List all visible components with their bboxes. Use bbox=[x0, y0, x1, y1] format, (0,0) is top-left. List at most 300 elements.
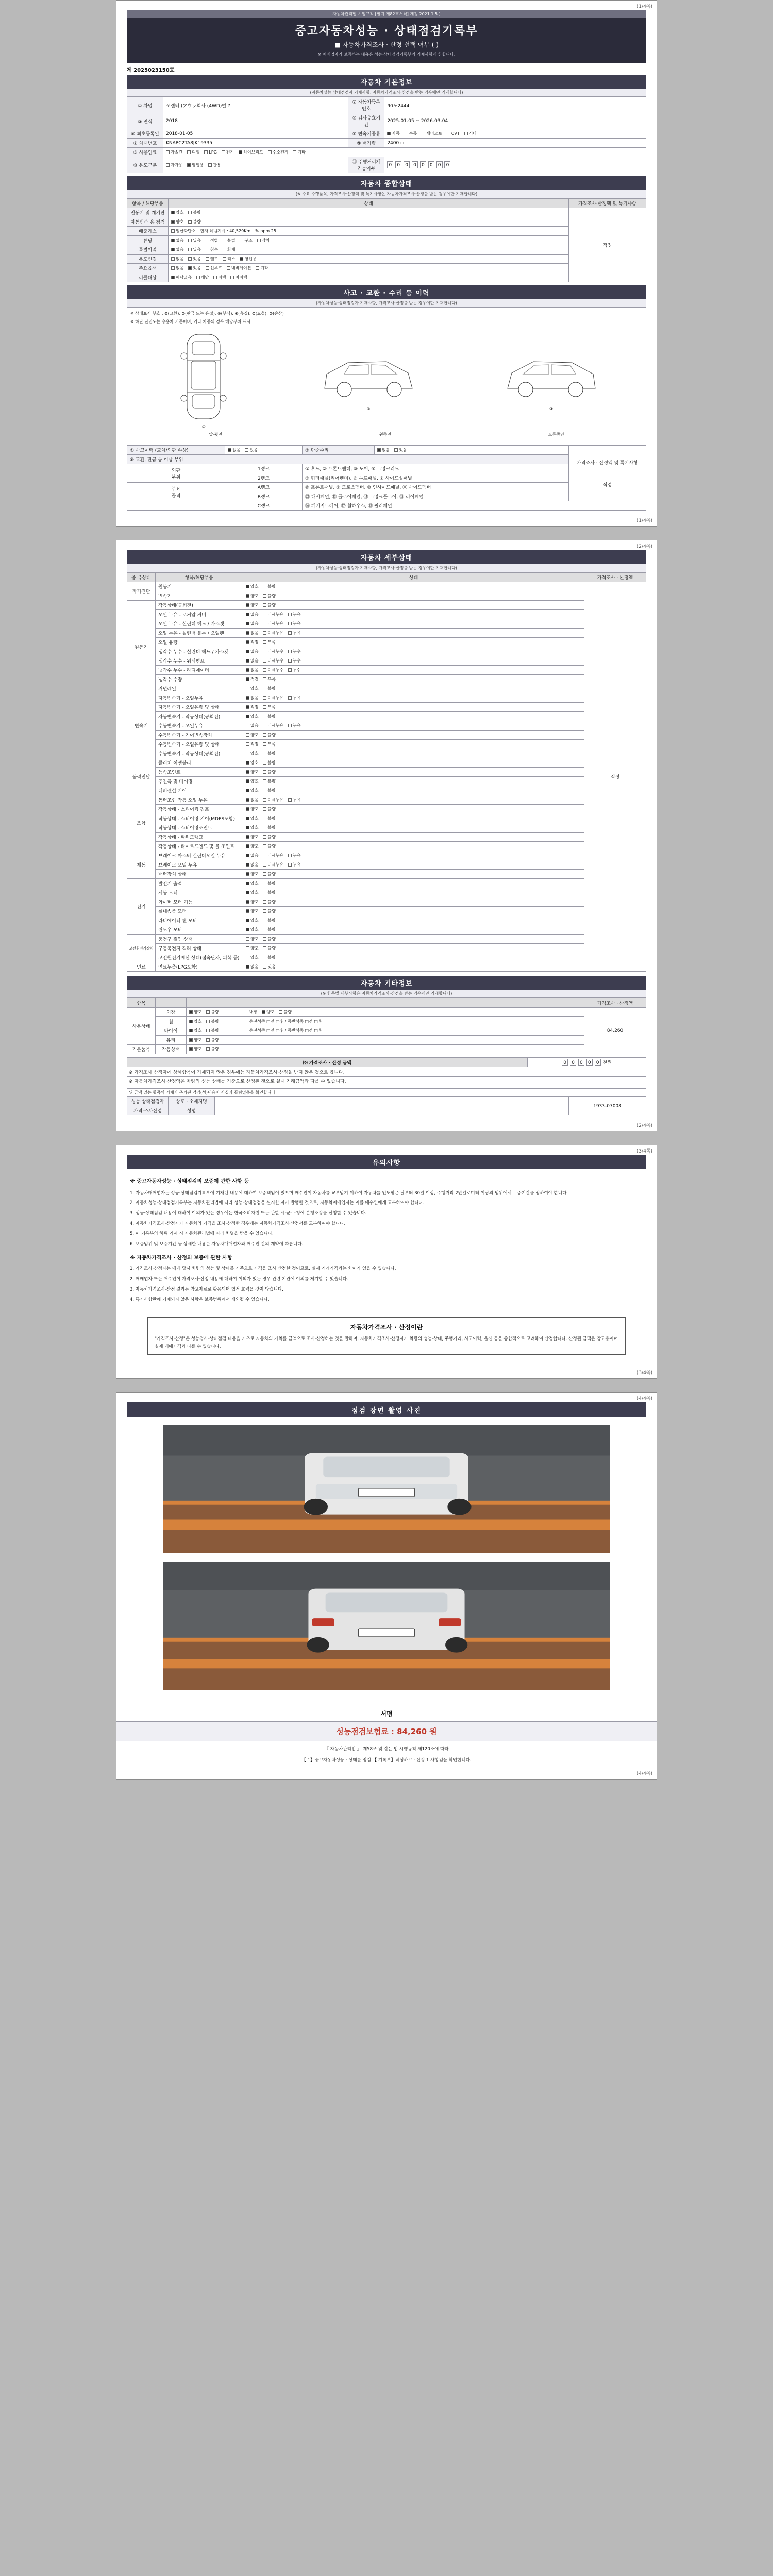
part-s4: 작동상태 - 파워크랭크 bbox=[156, 833, 243, 842]
part-4: 오일 유량 bbox=[156, 638, 243, 647]
state-e4 bbox=[243, 916, 584, 925]
option-minor-leak[interactable]: 미세누유 bbox=[263, 853, 283, 858]
option-bad[interactable]: 불량 bbox=[206, 1019, 219, 1024]
option-adequate[interactable]: 적정 bbox=[246, 704, 258, 710]
option-tuning-illegal[interactable]: 불법 bbox=[223, 238, 235, 243]
option-fuel-etc[interactable]: 기타 bbox=[293, 149, 305, 155]
option-none[interactable]: 없음 bbox=[246, 723, 258, 728]
option-history-flood[interactable]: 침수 bbox=[206, 247, 218, 252]
option-bad[interactable]: 불량 bbox=[263, 732, 275, 738]
car-diagram-front bbox=[173, 330, 234, 429]
page-mark-top: (1/4쪽) bbox=[636, 4, 652, 9]
option-good[interactable]: 양호 bbox=[246, 751, 258, 756]
option-bad[interactable]: 불량 bbox=[263, 788, 275, 793]
option-fuel-diesel[interactable]: 디젤 bbox=[187, 149, 199, 155]
option-leak[interactable]: 누유 bbox=[288, 797, 300, 803]
option-good[interactable]: 양호 bbox=[246, 871, 258, 877]
caption-left: 왼쪽면 bbox=[379, 432, 391, 437]
state-t5 bbox=[243, 740, 584, 749]
note-item: 6. 보증범위 및 보증기간 등 상세한 내용은 자동차매매업자와 매수인 간의 계약에 따릅니다. bbox=[130, 1241, 304, 1247]
table-row bbox=[127, 814, 646, 823]
option-bad[interactable]: 불량 bbox=[206, 1028, 219, 1033]
option-trans-cvt[interactable]: CVT bbox=[447, 131, 460, 136]
table-row bbox=[127, 483, 646, 492]
option-opt-etc[interactable]: 기타 bbox=[256, 265, 268, 271]
value-year: 2018 bbox=[163, 113, 348, 129]
table-row bbox=[127, 464, 646, 473]
note-item: 4. 자동차가격조사·산정자가 자동차의 가격을 조사·산정한 경우에는 자동차가격조사·산정서를 교부하여야 합니다. bbox=[130, 1221, 346, 1227]
option-minor-leak[interactable]: 미세누유 bbox=[263, 612, 283, 617]
label-interior: 내장 bbox=[249, 1010, 258, 1014]
col-category: 항목 bbox=[127, 998, 156, 1008]
option-good[interactable]: 양호 bbox=[246, 936, 258, 942]
option-tuning-structure[interactable]: 구조 bbox=[240, 238, 252, 243]
option-bad[interactable]: 불량 bbox=[263, 714, 275, 719]
option-none[interactable]: 없음 bbox=[246, 853, 258, 858]
note-item: 5. 이 기록부의 허위 기재 시 자동차관리법에 따라 처벌을 받을 수 있습니다. bbox=[130, 1231, 274, 1236]
part-6: 냉각수 누수 - 워터펌프 bbox=[156, 656, 243, 666]
option-opt-sunroof[interactable]: 선루프 bbox=[206, 265, 222, 271]
label-year: ③ 연식 bbox=[127, 113, 163, 129]
photo-front-image bbox=[163, 1425, 610, 1553]
cat-outer-panel: 외판 부위 bbox=[127, 464, 225, 483]
table-row bbox=[127, 501, 646, 511]
option-bad[interactable]: 불량 bbox=[263, 936, 275, 942]
option-good[interactable]: 양호 bbox=[246, 769, 258, 775]
page-mark-bottom-2: (2/4쪽) bbox=[636, 1123, 652, 1128]
option-bad[interactable]: 불량 bbox=[188, 210, 200, 215]
note-sub-item: 2. 매매업자 또는 매수인이 가격조사·산정 내용에 대하여 이의가 있는 경우 관련 기관에 이의를 제기할 수 있습니다. bbox=[130, 1277, 348, 1282]
table-row bbox=[127, 684, 646, 693]
col-price: 가격조사 · 산정액 bbox=[584, 998, 646, 1008]
part-transmission: 변속기 bbox=[156, 591, 243, 601]
option-bad[interactable]: 불량 bbox=[206, 1046, 219, 1052]
row-label-4: 특별이력 bbox=[127, 245, 169, 255]
page-mark-top-4: (4/4쪽) bbox=[636, 1396, 652, 1402]
row-options-3 bbox=[169, 236, 569, 245]
table-row bbox=[127, 157, 646, 173]
value-accident-history bbox=[225, 446, 303, 455]
option-opt-nav[interactable]: 내비게이션 bbox=[227, 265, 251, 271]
option-good[interactable]: 양호 bbox=[246, 918, 258, 923]
mileage-digit: 0 bbox=[387, 161, 393, 168]
option-none[interactable]: 없음 bbox=[246, 621, 258, 626]
option-trans-etc[interactable]: 기타 bbox=[464, 131, 477, 137]
car-side-left-icon bbox=[320, 348, 417, 405]
table-row bbox=[127, 582, 646, 591]
price-table bbox=[127, 1057, 646, 1086]
state-s5 bbox=[243, 842, 584, 851]
table-row bbox=[127, 879, 646, 888]
option-bad[interactable]: 불량 bbox=[263, 890, 275, 895]
option-usage-official[interactable]: 관용 bbox=[208, 162, 221, 168]
option-leak[interactable]: 누유 bbox=[288, 621, 300, 626]
option-recall-notdone[interactable]: 미이행 bbox=[230, 275, 247, 280]
option-good[interactable]: 양호 bbox=[246, 816, 258, 821]
table-row bbox=[127, 935, 646, 944]
option-none[interactable]: 없음 bbox=[246, 658, 258, 664]
option-none[interactable]: 없음 bbox=[246, 612, 258, 617]
value-reg-no: 90노2444 bbox=[384, 97, 646, 113]
option-adequate[interactable]: 적정 bbox=[246, 676, 258, 682]
option-minor-leak[interactable]: 미세누수 bbox=[263, 667, 283, 673]
state-f0 bbox=[243, 962, 584, 972]
option-none[interactable]: 없음 bbox=[246, 695, 258, 701]
table-row bbox=[127, 1008, 646, 1017]
option-leak[interactable]: 누유 bbox=[288, 862, 300, 868]
table-row bbox=[127, 758, 646, 768]
caption-right: 오른쪽면 bbox=[548, 432, 564, 437]
option-fuel-electric[interactable]: 전기 bbox=[222, 149, 234, 155]
option-fuel-lpg[interactable]: LPG bbox=[204, 150, 216, 155]
table-header-row bbox=[127, 573, 646, 582]
car-caption-top: ① bbox=[201, 425, 206, 429]
signature-label: 서명 bbox=[116, 1706, 657, 1721]
page-mark-top-3: (3/4쪽) bbox=[636, 1149, 652, 1154]
state-e0 bbox=[243, 879, 584, 888]
option-tuning-none[interactable]: 없음 bbox=[171, 238, 183, 243]
option-fuel-hydrogen[interactable]: 수소전기 bbox=[268, 149, 289, 155]
wheel-positions: 운전석쪽 □전 □후 / 동반석쪽 □전 □후 bbox=[249, 1019, 322, 1024]
option-good[interactable]: 양호 bbox=[171, 210, 183, 215]
option-none[interactable]: 없음 bbox=[246, 649, 258, 654]
option-good[interactable]: 양호 bbox=[246, 788, 258, 793]
row-label-3: 튜닝 bbox=[127, 236, 169, 245]
page-2 bbox=[116, 540, 657, 1131]
option-none[interactable]: 없음 bbox=[246, 964, 258, 970]
option-good[interactable]: 양호 bbox=[189, 1037, 201, 1043]
option-interior-good[interactable]: 양호 bbox=[262, 1009, 274, 1015]
option-usechange-lease[interactable]: 리스 bbox=[223, 256, 235, 262]
option-bad[interactable]: 불량 bbox=[263, 584, 275, 589]
option-good[interactable]: 양호 bbox=[171, 219, 183, 225]
option-opt-yes[interactable]: 있음 bbox=[188, 265, 200, 271]
option-bad[interactable]: 불량 bbox=[263, 686, 275, 691]
table-row bbox=[127, 1026, 646, 1036]
option-minor-leak[interactable]: 미세누유 bbox=[263, 630, 283, 636]
item-tire: 타이어 bbox=[156, 1026, 187, 1036]
option-good[interactable]: 양호 bbox=[246, 899, 258, 905]
label-accident-history: ① 사고이력 (교차/외판 손상) bbox=[127, 446, 225, 455]
option-interior-bad[interactable]: 불량 bbox=[279, 1009, 291, 1015]
option-history-fire[interactable]: 화재 bbox=[223, 247, 235, 252]
mileage-digit: 0 bbox=[428, 161, 434, 168]
label-model: ① 차명 bbox=[127, 97, 163, 113]
option-bad[interactable]: 불량 bbox=[263, 769, 275, 775]
table-row bbox=[127, 851, 646, 860]
option-leak[interactable]: 누수 bbox=[288, 658, 300, 664]
price-digit: 0 bbox=[578, 1059, 584, 1066]
option-bad[interactable]: 불량 bbox=[263, 880, 275, 886]
option-bad[interactable]: 불량 bbox=[263, 871, 275, 877]
option-good[interactable]: 양호 bbox=[246, 806, 258, 812]
item-operation: 작동상태 bbox=[156, 1045, 187, 1054]
option-bad[interactable]: 불량 bbox=[263, 918, 275, 923]
table-row bbox=[127, 217, 646, 227]
option-opt-none[interactable]: 없음 bbox=[171, 265, 183, 271]
photo-front bbox=[163, 1425, 610, 1553]
accident-note-label: 가격조사 · 산정액 및 특기사항 bbox=[577, 460, 638, 466]
state-engine bbox=[243, 582, 584, 591]
col-state: 상태 bbox=[243, 573, 584, 582]
table-row bbox=[127, 1097, 646, 1106]
page-mark-bottom-3: (3/4쪽) bbox=[636, 1370, 652, 1376]
part-h2: 고전원전기배선 상태(접속단자, 피복 등) bbox=[156, 953, 243, 962]
option-usage-private[interactable]: 자가용 bbox=[166, 162, 182, 168]
rank-b: B랭크 bbox=[225, 492, 303, 501]
group-electric: 전기 bbox=[127, 879, 156, 935]
option-good[interactable]: 양호 bbox=[246, 584, 258, 589]
option-insufficient[interactable]: 부족 bbox=[263, 704, 275, 710]
label-company-name: 상호 · 소재지명 bbox=[169, 1097, 215, 1106]
item-wheel: 휠 bbox=[156, 1017, 187, 1026]
option-history-none[interactable]: 없음 bbox=[171, 247, 183, 252]
state-operation bbox=[187, 1045, 584, 1054]
rank-c: C랭크 bbox=[225, 501, 303, 511]
option-bad[interactable]: 불량 bbox=[263, 602, 275, 608]
option-bad[interactable]: 불량 bbox=[263, 899, 275, 905]
part-1: 오일 누유 - 로커암 커버 bbox=[156, 610, 243, 619]
rank-1: 1랭크 bbox=[225, 464, 303, 473]
group-brake: 제동 bbox=[127, 851, 156, 879]
state-b0 bbox=[243, 851, 584, 860]
detail-table bbox=[127, 572, 646, 972]
option-bad[interactable]: 불량 bbox=[263, 751, 275, 756]
option-recall-yes[interactable]: 해당 bbox=[196, 275, 209, 280]
document-number: 제 2025023150호 bbox=[127, 67, 175, 73]
option-usechange-yes[interactable]: 있음 bbox=[188, 256, 200, 262]
option-bad[interactable]: 불량 bbox=[263, 825, 275, 831]
option-leak[interactable]: 누수 bbox=[288, 667, 300, 673]
option-fuel-hybrid[interactable]: 하이브리드 bbox=[239, 149, 263, 155]
option-good[interactable]: 양호 bbox=[246, 843, 258, 849]
option-tuning-yes[interactable]: 있음 bbox=[188, 238, 200, 243]
option-good[interactable]: 양호 bbox=[246, 955, 258, 960]
option-insufficient[interactable]: 부족 bbox=[263, 639, 275, 645]
option-co[interactable]: 일산화탄소 bbox=[171, 228, 196, 234]
option-bad[interactable]: 불량 bbox=[206, 1009, 219, 1015]
table-row bbox=[127, 925, 646, 935]
option-minor-leak[interactable]: 미세누유 bbox=[263, 797, 283, 803]
table-row bbox=[127, 749, 646, 758]
option-usechange-none[interactable]: 없음 bbox=[171, 256, 183, 262]
table-row bbox=[127, 795, 646, 805]
option-good[interactable]: 양호 bbox=[246, 714, 258, 719]
option-bad[interactable]: 불량 bbox=[206, 1037, 219, 1043]
option-none[interactable]: 없음 bbox=[246, 797, 258, 803]
label-reg-no: ② 자동차등록번호 bbox=[348, 97, 384, 113]
option-none[interactable]: 없음 bbox=[246, 862, 258, 868]
row-label-5: 용도변경 bbox=[127, 255, 169, 264]
table-header-row bbox=[127, 998, 646, 1008]
option-good[interactable]: 양호 bbox=[189, 1009, 201, 1015]
option-leak[interactable]: 누유 bbox=[288, 630, 300, 636]
option-adequate[interactable]: 적정 bbox=[246, 741, 258, 747]
option-minor-leak[interactable]: 미세누유 bbox=[263, 723, 283, 728]
others-table bbox=[127, 998, 646, 1054]
part-s0: 동력조향 작동 오일 누유 bbox=[156, 795, 243, 805]
option-usechange-biz[interactable]: 영업용 bbox=[240, 256, 256, 262]
option-good[interactable]: 양호 bbox=[246, 686, 258, 691]
section-accident-sub: (자동차성능·상태점검자 기재사항, 가격조사·산정을 받는 경우에만 기재합니다) bbox=[127, 299, 646, 308]
option-leak[interactable]: 누유 bbox=[288, 612, 300, 617]
option-bad[interactable]: 불량 bbox=[263, 778, 275, 784]
value-model: 쏘렌티 (アウラ회사 (4WD)별 ? bbox=[163, 97, 348, 113]
state-b2 bbox=[243, 870, 584, 879]
group-transmission: 변속기 bbox=[127, 693, 156, 758]
option-none[interactable]: 없음 bbox=[246, 630, 258, 636]
option-trans-auto[interactable]: 자동 bbox=[387, 131, 399, 137]
option-bad[interactable]: 불량 bbox=[263, 955, 275, 960]
option-good[interactable]: 양호 bbox=[246, 890, 258, 895]
car-diagrams bbox=[130, 327, 643, 430]
item-glass: 유리 bbox=[156, 1036, 187, 1045]
part-f0: 연료누출(LPG포함) bbox=[156, 962, 243, 972]
option-tuning-device[interactable]: 장치 bbox=[257, 238, 270, 243]
value-fuel bbox=[163, 148, 646, 157]
car-diagram-right bbox=[502, 348, 600, 411]
option-bad[interactable]: 불량 bbox=[263, 593, 275, 599]
state-1 bbox=[243, 610, 584, 619]
option-good[interactable]: 양호 bbox=[246, 825, 258, 831]
row-label-2: 배출가스 bbox=[127, 227, 169, 236]
option-trans-semi[interactable]: 세미오토 bbox=[422, 131, 442, 137]
table-row bbox=[127, 208, 646, 217]
option-insufficient[interactable]: 부족 bbox=[263, 676, 275, 682]
option-bad[interactable]: 불량 bbox=[263, 908, 275, 914]
option-bad[interactable]: 불량 bbox=[263, 816, 275, 821]
option-trans-manual[interactable]: 수동 bbox=[405, 131, 417, 137]
table-row bbox=[127, 446, 646, 455]
option-bad[interactable]: 불량 bbox=[263, 806, 275, 812]
option-leak[interactable]: 누수 bbox=[288, 649, 300, 654]
option-good[interactable]: 양호 bbox=[189, 1019, 201, 1024]
option-minor-leak[interactable]: 미세누유 bbox=[263, 695, 283, 701]
option-good[interactable]: 양호 bbox=[189, 1046, 201, 1052]
option-insufficient[interactable]: 부족 bbox=[263, 741, 275, 747]
table-row bbox=[127, 916, 646, 925]
option-good[interactable]: 양호 bbox=[246, 602, 258, 608]
option-leak[interactable]: 누유 bbox=[288, 723, 300, 728]
col-group: 중 유상태 bbox=[127, 573, 156, 582]
emission-value: 현재 레벨지시 : 40,529Km bbox=[200, 229, 251, 233]
accident-note-header bbox=[569, 446, 646, 501]
option-good[interactable]: 양호 bbox=[246, 908, 258, 914]
label-price-survey: 가격·조사산정 bbox=[127, 1106, 169, 1115]
part-p2: 추진축 및 베어링 bbox=[156, 777, 243, 786]
option-repair-yes[interactable]: 있음 bbox=[394, 447, 407, 453]
option-bad[interactable]: 불량 bbox=[263, 760, 275, 766]
table-row bbox=[127, 1017, 646, 1026]
option-good[interactable]: 양호 bbox=[246, 760, 258, 766]
option-minor-leak[interactable]: 미세누수 bbox=[263, 658, 283, 664]
option-usage-business[interactable]: 영업용 bbox=[187, 162, 204, 168]
option-leak[interactable]: 누유 bbox=[288, 853, 300, 858]
part-e3: 실내송풍 모터 bbox=[156, 907, 243, 916]
option-good[interactable]: 양호 bbox=[189, 1028, 201, 1033]
option-good[interactable]: 양호 bbox=[246, 834, 258, 840]
state-9 bbox=[243, 684, 584, 693]
option-history-yes[interactable]: 있음 bbox=[188, 247, 200, 252]
state-glass bbox=[187, 1036, 584, 1045]
option-good[interactable]: 양호 bbox=[246, 593, 258, 599]
option-good[interactable]: 양호 bbox=[246, 945, 258, 951]
part-t2: 자동변속기 - 작동상태(공회전) bbox=[156, 712, 243, 721]
option-bad[interactable]: 불량 bbox=[263, 834, 275, 840]
cat-basic-items: 기본품목 bbox=[127, 1045, 156, 1054]
option-good[interactable]: 양호 bbox=[246, 927, 258, 933]
option-good[interactable]: 양호 bbox=[246, 778, 258, 784]
state-h0 bbox=[243, 935, 584, 944]
state-s1 bbox=[243, 805, 584, 814]
row-options-5 bbox=[169, 255, 569, 264]
part-h0: 충전구 절연 상태 bbox=[156, 935, 243, 944]
option-usechange-rent[interactable]: 렌트 bbox=[206, 256, 218, 262]
option-accident-yes[interactable]: 있음 bbox=[245, 447, 257, 453]
header-note: ※ 매매업자가 보증하는 내용은 성능·상태점검기록부의 기재사항에 한합니다. bbox=[317, 52, 456, 57]
option-recall-na[interactable]: 해당없음 bbox=[171, 275, 192, 280]
option-minor-leak[interactable]: 미세누유 bbox=[263, 862, 283, 868]
detail-price-note: 적정 bbox=[584, 582, 646, 972]
part-e2: 와이퍼 모터 기능 bbox=[156, 897, 243, 907]
option-adequate[interactable]: 적정 bbox=[246, 639, 258, 645]
group-steering: 조향 bbox=[127, 795, 156, 851]
state-wheel bbox=[187, 1017, 584, 1026]
option-none[interactable]: 없음 bbox=[246, 667, 258, 673]
section-others-sub: (※ 항목별 세부사항은 자동차가격조사·산정을 받는 경우에만 기재합니다) bbox=[127, 990, 646, 998]
group-engine: 원동기 bbox=[127, 601, 156, 693]
car-caption-left: ② bbox=[366, 406, 371, 411]
option-fuel-gasoline[interactable]: 가솔린 bbox=[166, 149, 182, 155]
state-t4 bbox=[243, 731, 584, 740]
state-8 bbox=[243, 675, 584, 684]
table-row bbox=[127, 962, 646, 972]
option-minor-leak[interactable]: 미세누유 bbox=[263, 621, 283, 626]
option-good[interactable]: 양호 bbox=[246, 732, 258, 738]
option-bad[interactable]: 불량 bbox=[263, 927, 275, 933]
section-others: 자동차 기타정보 bbox=[127, 976, 646, 990]
option-bad[interactable]: 불량 bbox=[263, 945, 275, 951]
option-bad[interactable]: 불량 bbox=[188, 219, 200, 225]
table-row bbox=[127, 786, 646, 795]
table-row bbox=[127, 255, 646, 264]
option-leak[interactable]: 누유 bbox=[288, 695, 300, 701]
option-accident-none[interactable]: 없음 bbox=[228, 447, 240, 453]
option-repair-none[interactable]: 없음 bbox=[377, 447, 390, 453]
state-2 bbox=[243, 619, 584, 629]
option-recall-done[interactable]: 이행 bbox=[213, 275, 226, 280]
part-s2: 작동상태 - 스티어링 기어(MDPS포함) bbox=[156, 814, 243, 823]
option-minor-leak[interactable]: 미세누수 bbox=[263, 649, 283, 654]
table-row bbox=[127, 638, 646, 647]
option-tuning-legal[interactable]: 적법 bbox=[206, 238, 218, 243]
option-good[interactable]: 양호 bbox=[246, 880, 258, 886]
section-basic-sub: (자동차성능·상태점검자 기재사항, 자동차가격조사·산정을 받는 경우에만 기재합니다) bbox=[127, 89, 646, 97]
state-s0 bbox=[243, 795, 584, 805]
section-overall: 자동차 종합상태 bbox=[127, 176, 646, 190]
option-bad[interactable]: 불량 bbox=[263, 843, 275, 849]
option-yes[interactable]: 있음 bbox=[263, 964, 275, 970]
inspector-date: 1933-07008 bbox=[569, 1097, 646, 1115]
table-row bbox=[127, 601, 646, 610]
table-row bbox=[127, 907, 646, 916]
value-transmission bbox=[384, 129, 646, 139]
label-first-reg: ⑤ 최초등록일 bbox=[127, 129, 163, 139]
value-simple-repair bbox=[375, 446, 569, 455]
overall-table bbox=[127, 198, 646, 282]
table-row bbox=[127, 1106, 646, 1115]
item-exterior: 외장 bbox=[156, 1008, 187, 1017]
